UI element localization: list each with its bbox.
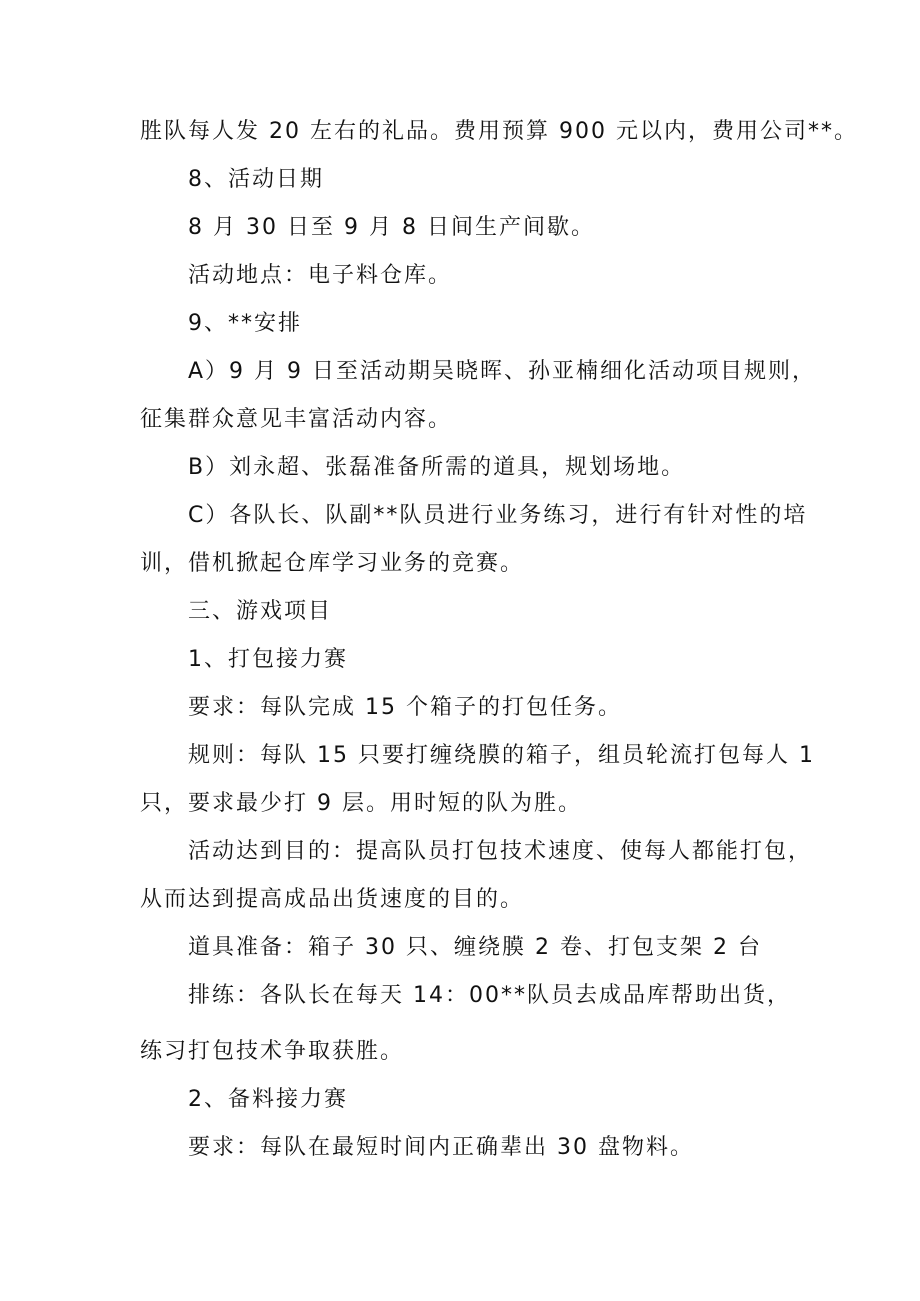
text-line: 练习打包技术争取获胜。 — [140, 1039, 405, 1064]
text-line: 要求：每队在最短时间内正确辈出 30 盘物料。 — [188, 1135, 694, 1160]
text-line: A）9 月 9 日至活动期吴晓晖、孙亚楠细化活动项目规则， — [188, 359, 817, 384]
text-line: 活动达到目的：提高队员打包技术速度、使每人都能打包， — [188, 839, 813, 864]
text-line: 从而达到提高成品出货速度的目的。 — [140, 887, 525, 912]
text-line: 胜队每人发 20 左右的礼品。费用预算 900 元以内，费用公司**。 — [140, 119, 858, 144]
section-heading: 9、**安排 — [188, 311, 302, 336]
text-line: 训，借机掀起仓库学习业务的竞赛。 — [140, 551, 525, 576]
section-heading: 三、游戏项目 — [188, 599, 333, 624]
text-line: 只，要求最少打 9 层。用时短的队为胜。 — [140, 791, 582, 816]
text-line: 活动地点：电子料仓库。 — [188, 263, 453, 288]
subsection-heading: 2、备料接力赛 — [188, 1087, 348, 1112]
section-heading: 8、活动日期 — [188, 167, 324, 192]
text-line: 要求：每队完成 15 个箱子的打包任务。 — [188, 695, 622, 720]
text-line: B）刘永超、张磊准备所需的道具，规划场地。 — [188, 455, 686, 480]
subsection-heading: 1、打包接力赛 — [188, 647, 348, 672]
text-line: 8 月 30 日至 9 月 8 日间生产间歇。 — [188, 215, 595, 240]
text-line: 规则：每队 15 只要打缠绕膜的箱子，组员轮流打包每人 1 — [188, 743, 815, 768]
text-line: 道具准备：箱子 30 只、缠绕膜 2 卷、打包支架 2 台 — [188, 935, 762, 960]
text-line: 征集群众意见丰富活动内容。 — [140, 407, 453, 432]
text-line: 排练：各队长在每天 14：00**队员去成品库帮助出货， — [188, 983, 791, 1008]
text-line: C）各队长、队副**队员进行业务练习，进行有针对性的培 — [188, 503, 808, 528]
